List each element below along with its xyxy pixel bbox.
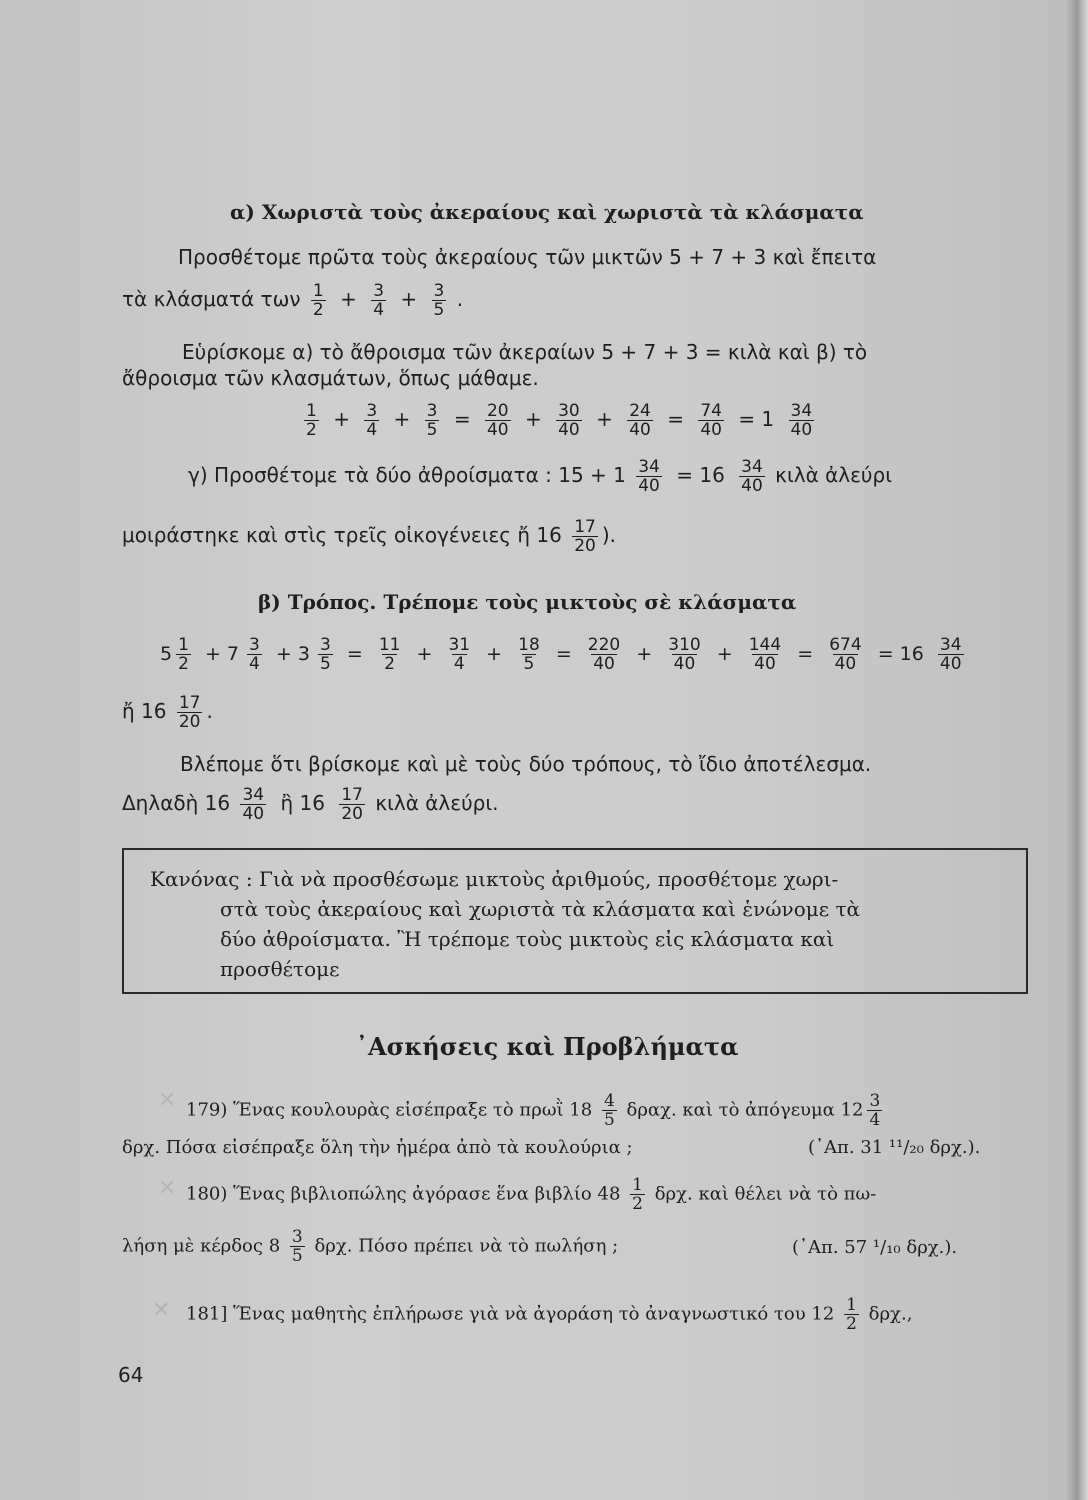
pencil-x-mark: ✕ (158, 1088, 177, 1113)
exercise-180-line-2: λήση μὲ κέρδος 8 $\frac{3}{5}$ δρχ. Πόσο πρέπει νὰ τὸ πωλήση ; (122, 1227, 619, 1266)
fraction: $\frac{1}{2}$ (632, 1175, 643, 1214)
alpha-heading: α) Χωριστὰ τοὺς ἀκεραίους καὶ χωριστὰ τὰ κλάσματα (230, 200, 864, 224)
beta-heading: β) Τρόπος. Τρέπομε τοὺς μικτοὺς σὲ κλάσματα (258, 590, 797, 614)
exercise-179-line-1: 179) Ἕνας κουλουρὰς εἰσέπραξε τὸ πρωῒ 18 $\frac{4}{5}$ δραχ. καὶ τὸ ἀπόγευμα 12 $\frac{3}{4}$ (186, 1091, 881, 1130)
page-number: 64 (118, 1363, 144, 1387)
fraction: $\frac{34}{40}$ (741, 457, 763, 496)
fraction: $\frac{1}{2}$ (178, 635, 189, 674)
distribution-line: μοιράστηκε καὶ στὶς τρεῖς οἰκογένειες ἤ 16 $\frac{17}{20}$ ). (122, 517, 617, 556)
fraction: $\frac{3}{5}$ (319, 635, 331, 674)
fraction: $\frac{1}{2}$ (306, 401, 317, 440)
fraction: $\frac{24}{40}$ (629, 401, 651, 440)
rule-line-4: προσθέτομε (220, 957, 340, 981)
fractions-label: τὰ κλάσματά των (122, 287, 301, 311)
rule-line-1: Κανόνας : Γιὰ νὰ προσθέσωμε μικτοὺς ἀριθμούς, προσθέτομε χωρι- (150, 867, 839, 891)
section-title: ᾿Ασκήσεις καὶ Προβλήματα (356, 1032, 739, 1061)
conclusion-line: Βλέπομε ὅτι βρίσκομε καὶ μὲ τοὺς δύο τρόπους, τὸ ἴδιο ἀποτέλεσμα. (180, 752, 872, 776)
fraction: $\frac{310}{40}$ (668, 635, 701, 674)
paragraph-2-line-1: Εὑρίσκομε α) τὸ ἄθροισμα τῶν ἀκεραίων 5 + 7 + 3 = κιλὰ καὶ β) τὸ (182, 340, 868, 364)
fraction: $\frac{34}{40}$ (790, 401, 813, 440)
fraction: $\frac{220}{40}$ (587, 635, 621, 674)
fraction: $\frac{3}{5}$ (433, 281, 445, 320)
fraction: $\frac{31}{4}$ (448, 635, 471, 674)
rule-line-3: δύο ἀθροίσματα. Ἢ τρέπομε τοὺς μικτοὺς εἰς κλάσματα καὶ (220, 927, 835, 951)
page-edge (1066, 0, 1088, 1500)
fraction: $\frac{34}{40}$ (939, 635, 962, 674)
exercise-180-line-1: 180) Ἕνας βιβλιοπώλης ἀγόρασε ἕνα βιβλίο 48 $\frac{1}{2}$ δρχ. καὶ θέλει νὰ τὸ πω- (186, 1175, 877, 1214)
eta-line: ἤ 16 $\frac{17}{20}$ . (122, 693, 213, 732)
fraction: $\frac{1}{2}$ (846, 1295, 857, 1334)
fraction: $\frac{18}{5}$ (518, 635, 540, 674)
pencil-x-mark: ✕ (152, 1298, 171, 1323)
fraction: $\frac{3}{5}$ (426, 401, 438, 440)
fraction: $\frac{144}{40}$ (748, 635, 782, 674)
pencil-x-mark: ✕ (158, 1176, 177, 1201)
mixed-to-fraction-equation: 5 $\frac{1}{2}$ + 7 $\frac{3}{4}$ + 3 $\frac{3}{5}$ = $\frac{11}{2}$ + $\frac{31}{4}$ + $\frac{18}{5}$ = $\frac{220}{40}$ + $\frac{310}{40}$ + $\frac{144}{40}$ = $\frac{674}{40}$ = 16 $\frac{34}{40}$ (160, 635, 962, 674)
exercise-181-line-1: 181] Ἕνας μαθητὴς ἐπλήρωσε γιὰ νὰ ἀγοράση τὸ ἀναγνωστικό του 12 $\frac{1}{2}$ δρχ., (186, 1295, 913, 1334)
fraction: $\frac{3}{4}$ (373, 281, 385, 320)
fraction: $\frac{3}{5}$ (291, 1227, 303, 1266)
fraction: $\frac{4}{5}$ (603, 1091, 615, 1130)
paragraph-2-line-2: ἄθροισμα τῶν κλασμάτων, ὅπως μάθαμε. (122, 366, 539, 390)
fraction: $\frac{34}{40}$ (242, 785, 265, 824)
deladi-line: Δηλαδὴ 16 $\frac{34}{40}$ ἢ 16 $\frac{17}{20}$ κιλὰ ἀλεύρι. (122, 785, 499, 824)
fraction: $\frac{17}{20}$ (178, 693, 201, 732)
rule-box (122, 848, 1028, 994)
fraction: $\frac{3}{4}$ (869, 1091, 881, 1130)
fraction: $\frac{674}{40}$ (829, 635, 862, 674)
fraction: $\frac{3}{4}$ (366, 401, 378, 440)
fraction: $\frac{17}{20}$ (341, 785, 363, 824)
fraction-sum-equation: $\frac{1}{2}$ + $\frac{3}{4}$ + $\frac{3}{5}$ = $\frac{20}{40}$ + $\frac{30}{40}$ + $\frac{24}{40}$ = $\frac{74}{40}$ = 1 $\frac{34}{40}$ (306, 401, 813, 440)
fraction: $\frac{74}{40}$ (700, 401, 722, 440)
exercise-179-answer: (᾿Απ. 31 ¹¹/₂₀ δρχ.). (808, 1137, 981, 1158)
rule-line-2: στὰ τοὺς ἀκεραίους καὶ χωριστὰ τὰ κλάσματα καὶ ἑνώνομε τὰ (220, 897, 861, 921)
fraction: $\frac{30}{40}$ (558, 401, 580, 440)
paragraph-1-line-1: Προσθέτομε πρῶτα τοὺς ἀκεραίους τῶν μικτῶν 5 + 7 + 3 καὶ ἔπειτα (178, 245, 877, 269)
paragraph-1-line-2: τὰ κλάσματά των $\frac{1}{2}$ + $\frac{3}{4}$ + $\frac{3}{5}$ . (122, 281, 464, 320)
fraction: $\frac{34}{40}$ (638, 457, 660, 496)
fraction: $\frac{17}{20}$ (574, 517, 596, 556)
fraction: $\frac{11}{2}$ (378, 635, 401, 674)
exercise-180-answer: (᾿Απ. 57 ¹/₁₀ δρχ.). (792, 1237, 958, 1258)
gamma-line: γ) Προσθέτομε τὰ δύο ἀθροίσματα : 15 + 1 $\frac{34}{40}$ = 16 $\frac{34}{40}$ κιλὰ ἀλεύρι (188, 457, 892, 496)
fraction: $\frac{3}{4}$ (249, 635, 260, 674)
exercise-179-line-2: δρχ. Πόσα εἰσέπραξε ὅλη τὴν ἡμέρα ἀπὸ τὰ κουλούρια ; (122, 1137, 633, 1158)
fraction: $\frac{20}{40}$ (486, 401, 509, 440)
fraction: $\frac{1}{2}$ (312, 281, 324, 320)
